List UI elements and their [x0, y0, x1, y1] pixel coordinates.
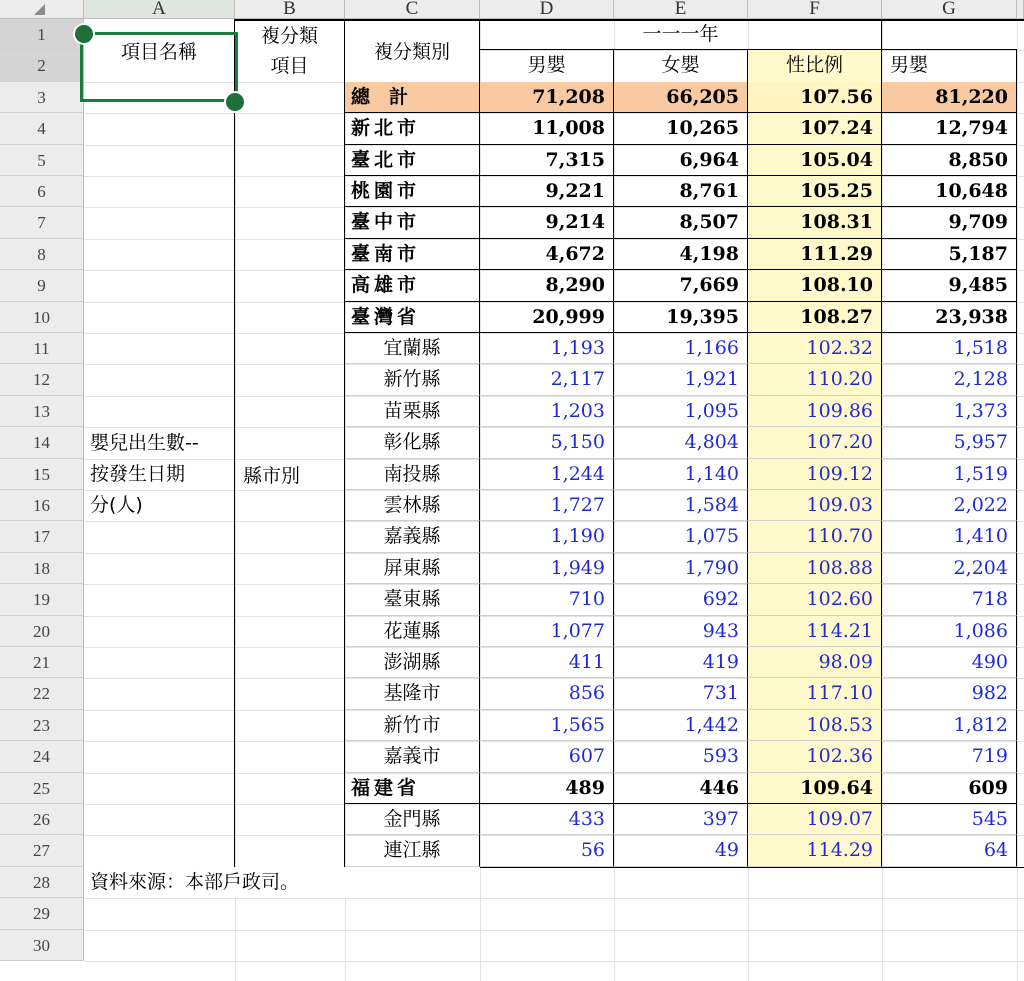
row-10-name[interactable]: 新竹縣: [345, 364, 480, 395]
row-4-male-g[interactable]: 10,648: [882, 176, 1017, 207]
row-11-name[interactable]: 苗栗縣: [345, 396, 480, 427]
row-23-name[interactable]: 福建省: [345, 773, 480, 804]
row-18-female[interactable]: 943: [614, 616, 748, 647]
row-13-ratio[interactable]: 109.12: [748, 459, 882, 490]
row-14-male-g[interactable]: 2,022: [882, 490, 1017, 521]
row-3-female[interactable]: 6,964: [614, 145, 748, 176]
gridline-vertical: [1017, 19, 1018, 981]
row-2-male[interactable]: 11,008: [480, 113, 614, 144]
row-22-name[interactable]: 嘉義市: [345, 741, 480, 772]
row-header-28[interactable]: 28: [0, 867, 84, 898]
row-25-male-g[interactable]: 64: [882, 835, 1017, 866]
row-6-name[interactable]: 臺南市: [345, 239, 480, 270]
row-5-ratio[interactable]: 108.31: [748, 207, 882, 238]
row-20-ratio[interactable]: 117.10: [748, 678, 882, 709]
row-10-female[interactable]: 1,921: [614, 364, 748, 395]
row-header-21[interactable]: 21: [0, 647, 84, 678]
row-20-name[interactable]: 基隆市: [345, 678, 480, 709]
row-24-female[interactable]: 397: [614, 804, 748, 835]
row-2-male-g[interactable]: 12,794: [882, 113, 1017, 144]
row-1-name[interactable]: 總 計: [345, 82, 480, 113]
row-header-2[interactable]: 2: [0, 50, 84, 81]
row-10-male[interactable]: 2,117: [480, 364, 614, 395]
row-14-male[interactable]: 1,727: [480, 490, 614, 521]
row-header-22[interactable]: 22: [0, 678, 84, 709]
row-header-4[interactable]: 4: [0, 113, 84, 144]
gridline-horizontal: [84, 930, 1024, 931]
row-19-male-g[interactable]: 490: [882, 647, 1017, 678]
header-item-name[interactable]: 項目名稱: [84, 19, 235, 82]
county-label[interactable]: 縣市別: [235, 82, 345, 867]
column-header-d[interactable]: D: [480, 0, 614, 19]
row-header-17[interactable]: 17: [0, 521, 84, 552]
row-header-5[interactable]: 5: [0, 145, 84, 176]
row-header-11[interactable]: 11: [0, 333, 84, 364]
selection-handle-bottom-right-icon[interactable]: [224, 91, 246, 113]
row-24-name[interactable]: 金門縣: [345, 804, 480, 835]
row-header-18[interactable]: 18: [0, 553, 84, 584]
row-8-male-g[interactable]: 23,938: [882, 302, 1017, 333]
row-8-male[interactable]: 20,999: [480, 302, 614, 333]
row-5-female[interactable]: 8,507: [614, 207, 748, 238]
row-4-male[interactable]: 9,221: [480, 176, 614, 207]
gridline-horizontal: [84, 898, 1024, 899]
column-header-b[interactable]: B: [235, 0, 345, 19]
column-header-g[interactable]: G: [882, 0, 1017, 19]
row-header-27[interactable]: 27: [0, 835, 84, 866]
row-16-name[interactable]: 屏東縣: [345, 553, 480, 584]
row-4-name[interactable]: 桃園市: [345, 176, 480, 207]
row-14-name[interactable]: 雲林縣: [345, 490, 480, 521]
row-1-male[interactable]: 71,208: [480, 82, 614, 113]
row-12-male[interactable]: 5,150: [480, 427, 614, 458]
row-16-ratio[interactable]: 108.88: [748, 553, 882, 584]
gridline-horizontal: [84, 961, 1024, 962]
header-female[interactable]: 女嬰: [614, 50, 748, 81]
row-7-male-g[interactable]: 9,485: [882, 270, 1017, 301]
row-1-female[interactable]: 66,205: [614, 82, 748, 113]
select-all-corner[interactable]: [0, 0, 84, 19]
row-17-female[interactable]: 692: [614, 584, 748, 615]
row-2-name[interactable]: 新北市: [345, 113, 480, 144]
row-5-male[interactable]: 9,214: [480, 207, 614, 238]
row-15-male[interactable]: 1,190: [480, 521, 614, 552]
row-19-ratio[interactable]: 98.09: [748, 647, 882, 678]
row-23-male-g[interactable]: 609: [882, 773, 1017, 804]
row-2-ratio[interactable]: 107.24: [748, 113, 882, 144]
row-header-25[interactable]: 25: [0, 773, 84, 804]
row-21-ratio[interactable]: 108.53: [748, 710, 882, 741]
row-12-male-g[interactable]: 5,957: [882, 427, 1017, 458]
header-sex-ratio[interactable]: 性比例: [748, 50, 882, 81]
row-9-male[interactable]: 1,193: [480, 333, 614, 364]
row-header-23[interactable]: 23: [0, 710, 84, 741]
row-17-name[interactable]: 臺東縣: [345, 584, 480, 615]
header-sub-item[interactable]: 複分類 項目: [235, 19, 345, 82]
row-header-26[interactable]: 26: [0, 804, 84, 835]
row-5-male-g[interactable]: 9,709: [882, 207, 1017, 238]
row-4-ratio[interactable]: 105.25: [748, 176, 882, 207]
table-top-border: [235, 19, 1024, 21]
row-header-9[interactable]: 9: [0, 270, 84, 301]
row-header-12[interactable]: 12: [0, 364, 84, 395]
row-11-male[interactable]: 1,203: [480, 396, 614, 427]
row-6-female[interactable]: 4,198: [614, 239, 748, 270]
row-header-29[interactable]: 29: [0, 898, 84, 929]
row-11-male-g[interactable]: 1,373: [882, 396, 1017, 427]
selection-handle-top-left-icon[interactable]: [73, 23, 95, 45]
row-7-name[interactable]: 高雄市: [345, 270, 480, 301]
row-13-female[interactable]: 1,140: [614, 459, 748, 490]
row-header-10[interactable]: 10: [0, 302, 84, 333]
row-24-ratio[interactable]: 109.07: [748, 804, 882, 835]
row-header-6[interactable]: 6: [0, 176, 84, 207]
row-13-male-g[interactable]: 1,519: [882, 459, 1017, 490]
row-17-male-g[interactable]: 718: [882, 584, 1017, 615]
select-all-triangle-icon: [34, 4, 45, 15]
row-20-female[interactable]: 731: [614, 678, 748, 709]
row-21-female[interactable]: 1,442: [614, 710, 748, 741]
row-12-female[interactable]: 4,804: [614, 427, 748, 458]
row-8-name[interactable]: 臺灣省: [345, 302, 480, 333]
row-16-male-g[interactable]: 2,204: [882, 553, 1017, 584]
column-header-next[interactable]: [1017, 0, 1024, 19]
row-14-ratio[interactable]: 109.03: [748, 490, 882, 521]
row-header-7[interactable]: 7: [0, 207, 84, 238]
row-19-male[interactable]: 411: [480, 647, 614, 678]
row-20-male-g[interactable]: 982: [882, 678, 1017, 709]
row-14-female[interactable]: 1,584: [614, 490, 748, 521]
row-25-male[interactable]: 56: [480, 835, 614, 866]
row-21-male[interactable]: 1,565: [480, 710, 614, 741]
row-20-male[interactable]: 856: [480, 678, 614, 709]
row-header-30[interactable]: 30: [0, 930, 84, 961]
row-5-name[interactable]: 臺中市: [345, 207, 480, 238]
row-header-1[interactable]: 1: [0, 19, 84, 50]
row-22-male[interactable]: 607: [480, 741, 614, 772]
row-17-male[interactable]: 710: [480, 584, 614, 615]
header-sub-category[interactable]: 複分類別: [345, 19, 480, 82]
row-header-24[interactable]: 24: [0, 741, 84, 772]
source-note[interactable]: 資料來源：本部戶政司。: [84, 867, 480, 898]
header-male-g[interactable]: 男嬰: [882, 50, 1017, 81]
row-25-female[interactable]: 49: [614, 835, 748, 866]
row-3-name[interactable]: 臺北市: [345, 145, 480, 176]
row-23-female[interactable]: 446: [614, 773, 748, 804]
column-header-e[interactable]: E: [614, 0, 748, 19]
row-header-20[interactable]: 20: [0, 616, 84, 647]
row-10-ratio[interactable]: 110.20: [748, 364, 882, 395]
row-12-name[interactable]: 彰化縣: [345, 427, 480, 458]
row-13-name[interactable]: 南投縣: [345, 459, 480, 490]
row-11-ratio[interactable]: 109.86: [748, 396, 882, 427]
row-3-ratio[interactable]: 105.04: [748, 145, 882, 176]
row-7-ratio[interactable]: 108.10: [748, 270, 882, 301]
row-header-15[interactable]: 15: [0, 459, 84, 490]
row-header-13[interactable]: 13: [0, 396, 84, 427]
row-header-14[interactable]: 14: [0, 427, 84, 458]
row-18-male-g[interactable]: 1,086: [882, 616, 1017, 647]
row-3-male-g[interactable]: 8,850: [882, 145, 1017, 176]
row-header-8[interactable]: 8: [0, 239, 84, 270]
row-22-female[interactable]: 593: [614, 741, 748, 772]
row-4-female[interactable]: 8,761: [614, 176, 748, 207]
column-header-c[interactable]: C: [345, 0, 480, 19]
row-7-male[interactable]: 8,290: [480, 270, 614, 301]
column-header-a[interactable]: A: [84, 0, 235, 19]
row-19-name[interactable]: 澎湖縣: [345, 647, 480, 678]
row-16-male[interactable]: 1,949: [480, 553, 614, 584]
row-13-male[interactable]: 1,244: [480, 459, 614, 490]
row-8-ratio[interactable]: 108.27: [748, 302, 882, 333]
row-9-ratio[interactable]: 102.32: [748, 333, 882, 364]
row-10-male-g[interactable]: 2,128: [882, 364, 1017, 395]
row-6-male-g[interactable]: 5,187: [882, 239, 1017, 270]
header-male[interactable]: 男嬰: [480, 50, 614, 81]
row-header-3[interactable]: 3: [0, 82, 84, 113]
row-9-female[interactable]: 1,166: [614, 333, 748, 364]
row-23-ratio[interactable]: 109.64: [748, 773, 882, 804]
row-25-ratio[interactable]: 114.29: [748, 835, 882, 866]
row-6-male[interactable]: 4,672: [480, 239, 614, 270]
row-18-ratio[interactable]: 114.21: [748, 616, 882, 647]
row-24-male[interactable]: 433: [480, 804, 614, 835]
row-25-name[interactable]: 連江縣: [345, 835, 480, 866]
row-18-male[interactable]: 1,077: [480, 616, 614, 647]
row-16-female[interactable]: 1,790: [614, 553, 748, 584]
row-3-male[interactable]: 7,315: [480, 145, 614, 176]
row-9-name[interactable]: 宜蘭縣: [345, 333, 480, 364]
row-23-male[interactable]: 489: [480, 773, 614, 804]
row-17-ratio[interactable]: 102.60: [748, 584, 882, 615]
row-2-female[interactable]: 10,265: [614, 113, 748, 144]
row-6-ratio[interactable]: 111.29: [748, 239, 882, 270]
row-15-ratio[interactable]: 110.70: [748, 521, 882, 552]
row-9-male-g[interactable]: 1,518: [882, 333, 1017, 364]
row-8-female[interactable]: 19,395: [614, 302, 748, 333]
row-24-male-g[interactable]: 545: [882, 804, 1017, 835]
row-18-name[interactable]: 花蓮縣: [345, 616, 480, 647]
row-header-16[interactable]: 16: [0, 490, 84, 521]
header-year[interactable]: 一一一年: [480, 19, 882, 50]
row-21-name[interactable]: 新竹市: [345, 710, 480, 741]
column-header-f[interactable]: F: [748, 0, 882, 19]
row-15-name[interactable]: 嘉義縣: [345, 521, 480, 552]
row-22-ratio[interactable]: 102.36: [748, 741, 882, 772]
category-label[interactable]: 嬰兒出生數-- 按發生日期 分(人): [84, 82, 235, 867]
row-19-female[interactable]: 419: [614, 647, 748, 678]
header-year-next[interactable]: [882, 19, 1017, 50]
row-7-female[interactable]: 7,669: [614, 270, 748, 301]
row-15-female[interactable]: 1,075: [614, 521, 748, 552]
row-21-male-g[interactable]: 1,812: [882, 710, 1017, 741]
row-11-female[interactable]: 1,095: [614, 396, 748, 427]
row-1-male-g[interactable]: 81,220: [882, 82, 1017, 113]
row-12-ratio[interactable]: 107.20: [748, 427, 882, 458]
row-header-19[interactable]: 19: [0, 584, 84, 615]
row-15-male-g[interactable]: 1,410: [882, 521, 1017, 552]
row-22-male-g[interactable]: 719: [882, 741, 1017, 772]
row-1-ratio[interactable]: 107.56: [748, 82, 882, 113]
active-cell-selection[interactable]: [80, 32, 238, 102]
